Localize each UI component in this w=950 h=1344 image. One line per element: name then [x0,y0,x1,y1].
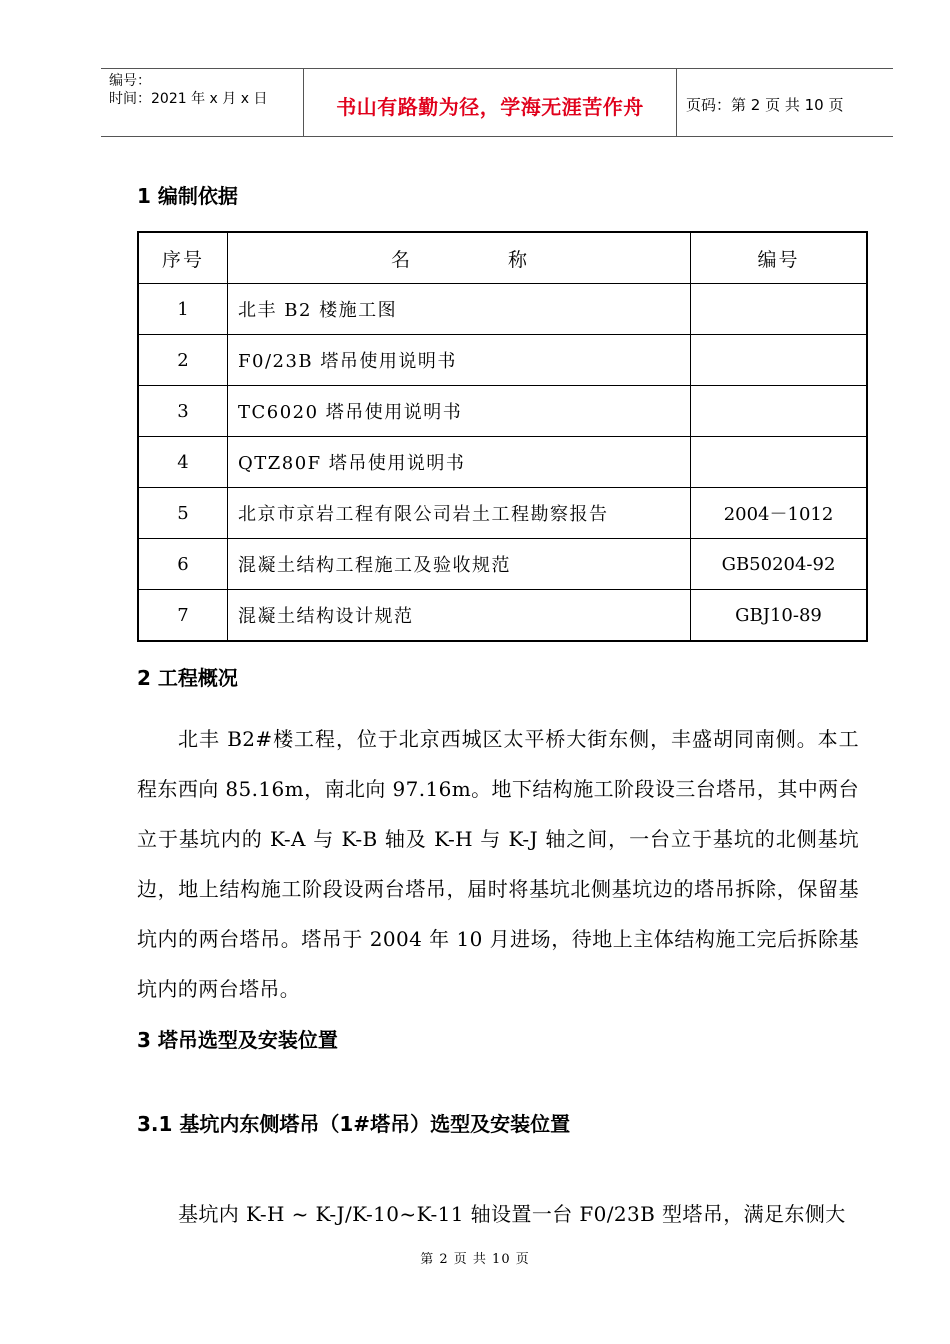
row-no: 5 [138,488,228,539]
serial-label: 编号： [109,73,151,89]
table-row [138,539,867,590]
reference-table [137,231,868,642]
header-page-cell [677,69,893,136]
table-row [138,386,867,437]
row-name: 北丰 B2 楼施工图 [228,284,691,335]
row-code [691,437,868,488]
header-name-text: 名称 [390,248,625,271]
row-name: TC6020 塔吊使用说明书 [228,386,691,437]
section-3-1-title: 3.1 基坑内东侧塔吊（1#塔吊）选型及安装位置 [137,1112,571,1136]
row-no: 6 [138,539,228,590]
header-page-label: 页码：第 2 页 共 10 页 [686,96,844,114]
header-name [228,232,691,284]
time-label: 时间：2021 年 x 月 x 日 [109,91,268,107]
row-no: 7 [138,590,228,642]
row-code [691,386,868,437]
table-row [138,488,867,539]
row-name: 混凝土结构工程施工及验收规范 [228,539,691,590]
header-motto-cell [304,69,677,136]
section-1-title: 1 编制依据 [137,184,238,208]
header-motto: 书山有路勤为径，学海无涯苦作舟 [336,95,644,119]
row-name: F0/23B 塔吊使用说明书 [228,335,691,386]
table-row [138,590,867,642]
table-row [138,284,867,335]
row-code [691,335,868,386]
page-footer: 第 2 页 共 10 页 [420,1252,530,1267]
row-no: 3 [138,386,228,437]
table-row [138,335,867,386]
section-3-title: 3 塔吊选型及安装位置 [137,1028,338,1052]
row-name: 混凝土结构设计规范 [228,590,691,642]
row-name: 北京市京岩工程有限公司岩土工程勘察报告 [228,488,691,539]
section-2-title: 2 工程概况 [137,666,238,690]
row-code: 2004－1012 [691,488,868,539]
header-no: 序号 [138,232,228,284]
project-overview-paragraph: 北丰 B2#楼工程，位于北京西城区太平桥大街东侧，丰盛胡同南侧。本工程东西向 85.16m，南北向 97.16m。地下结构施工阶段设三台塔吊，其中两台立于基坑内的 K-A 与 K-B 轴及 K-H 与 K-J 轴之间，一台立于基坑的北侧基坑边，地上结构施工阶段设两台塔吊，届时将基坑北侧基坑边的塔吊拆除，保留基坑内的两台塔吊。塔吊于 2004 年 10 月进场，待地上主体结构施工完后拆除基坑内的两台塔吊。 [137,727,859,1001]
row-no: 4 [138,437,228,488]
row-code: GB50204-92 [691,539,868,590]
row-code [691,284,868,335]
page-header [101,68,893,137]
row-name: QTZ80F 塔吊使用说明书 [228,437,691,488]
header-meta [101,69,304,136]
row-no: 2 [138,335,228,386]
table-header-row [138,232,867,284]
table-row [138,437,867,488]
row-code: GBJ10-89 [691,590,868,642]
header-code: 编号 [691,232,868,284]
row-no: 1 [138,284,228,335]
section-3-1-paragraph: 基坑内 K-H ~ K-J/K-10~K-11 轴设置一台 F0/23B 型塔吊，满足东侧大 [178,1202,846,1226]
